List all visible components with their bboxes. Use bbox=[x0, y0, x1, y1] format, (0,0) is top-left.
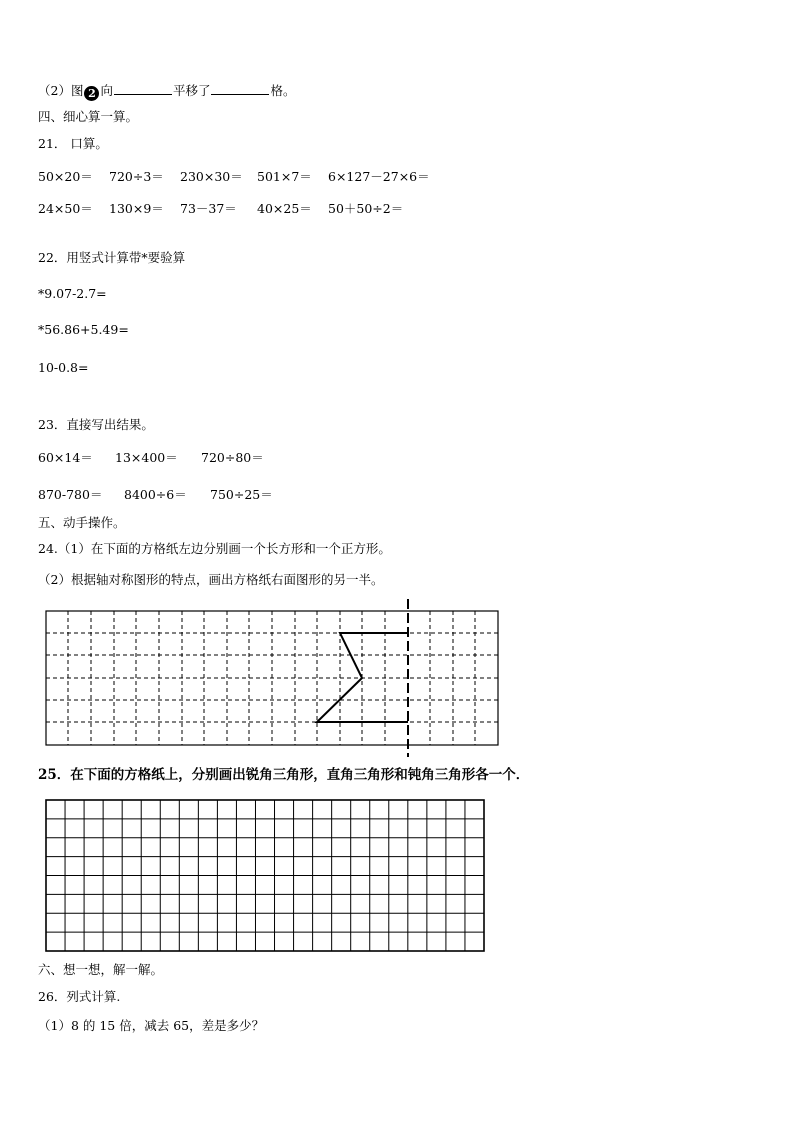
q22-title: 22．用竖式计算带*要验算 bbox=[38, 250, 186, 265]
q23-item: 60×14＝ bbox=[38, 450, 93, 465]
q24-grid-figure[interactable] bbox=[0, 595, 794, 765]
circled-number-2: 2 bbox=[84, 86, 99, 101]
q23-title: 23．直接写出结果。 bbox=[38, 417, 154, 432]
q23-row2 bbox=[38, 485, 273, 503]
q23-item: 870-780＝ bbox=[38, 487, 103, 502]
q23-item: 8400÷6＝ bbox=[124, 487, 187, 502]
q23-item: 720÷80＝ bbox=[201, 450, 264, 465]
q20-mid2: 平移了 bbox=[172, 83, 211, 98]
q21-item: 230×30＝ bbox=[180, 169, 243, 184]
q20-part2 bbox=[38, 82, 296, 101]
q21-item: 130×9＝ bbox=[109, 201, 164, 216]
q21-item: 40×25＝ bbox=[257, 201, 312, 216]
q20-mid1: 向 bbox=[100, 83, 113, 98]
q21-item: 24×50＝ bbox=[38, 201, 93, 216]
q23-row1 bbox=[38, 448, 264, 466]
section6-title: 六、想一想，解一解。 bbox=[38, 962, 164, 977]
dashed-grid-lines bbox=[46, 611, 498, 745]
q21-item: 6×127－27×6＝ bbox=[328, 169, 430, 184]
q22-item: *9.07-2.7= bbox=[38, 286, 107, 301]
q21-item: 73－37＝ bbox=[180, 201, 237, 216]
answer-blank-direction[interactable] bbox=[114, 82, 172, 95]
square-grid-lines bbox=[46, 800, 484, 951]
q21-row2 bbox=[38, 199, 403, 217]
q22-item: 10-0.8= bbox=[38, 360, 89, 375]
q26-part1: （1）8 的 15 倍，减去 65，差是多少？ bbox=[38, 1018, 265, 1033]
q23-item: 13×400＝ bbox=[115, 450, 178, 465]
q22-item: *56.86+5.49= bbox=[38, 322, 129, 337]
q21-item: 720÷3＝ bbox=[109, 169, 164, 184]
q24-part1: 24.（1）在下面的方格纸左边分别画一个长方形和一个正方形。 bbox=[38, 541, 391, 556]
q23-item: 750÷25＝ bbox=[210, 487, 273, 502]
q26-title: 26．列式计算. bbox=[38, 989, 121, 1004]
q21-title: 21． 口算。 bbox=[38, 136, 108, 151]
answer-blank-count[interactable] bbox=[211, 82, 269, 95]
q24-part2: （2）根据轴对称图形的特点，画出方格纸右面图形的另一半。 bbox=[38, 572, 384, 587]
q20-suffix: 格。 bbox=[270, 83, 296, 98]
q25-title: 25．在下面的方格纸上，分别画出锐角三角形，直角三角形和钝角三角形各一个． bbox=[38, 767, 530, 783]
q20-prefix: （2）图 bbox=[38, 83, 84, 98]
q21-item: 50×20＝ bbox=[38, 169, 93, 184]
q21-item: 501×7＝ bbox=[257, 169, 312, 184]
section5-title: 五、动手操作。 bbox=[38, 515, 126, 530]
section4-title: 四、细心算一算。 bbox=[38, 109, 139, 124]
q25-grid[interactable] bbox=[0, 795, 794, 960]
q21-row1 bbox=[38, 167, 430, 185]
q21-item: 50＋50÷2＝ bbox=[328, 201, 404, 216]
